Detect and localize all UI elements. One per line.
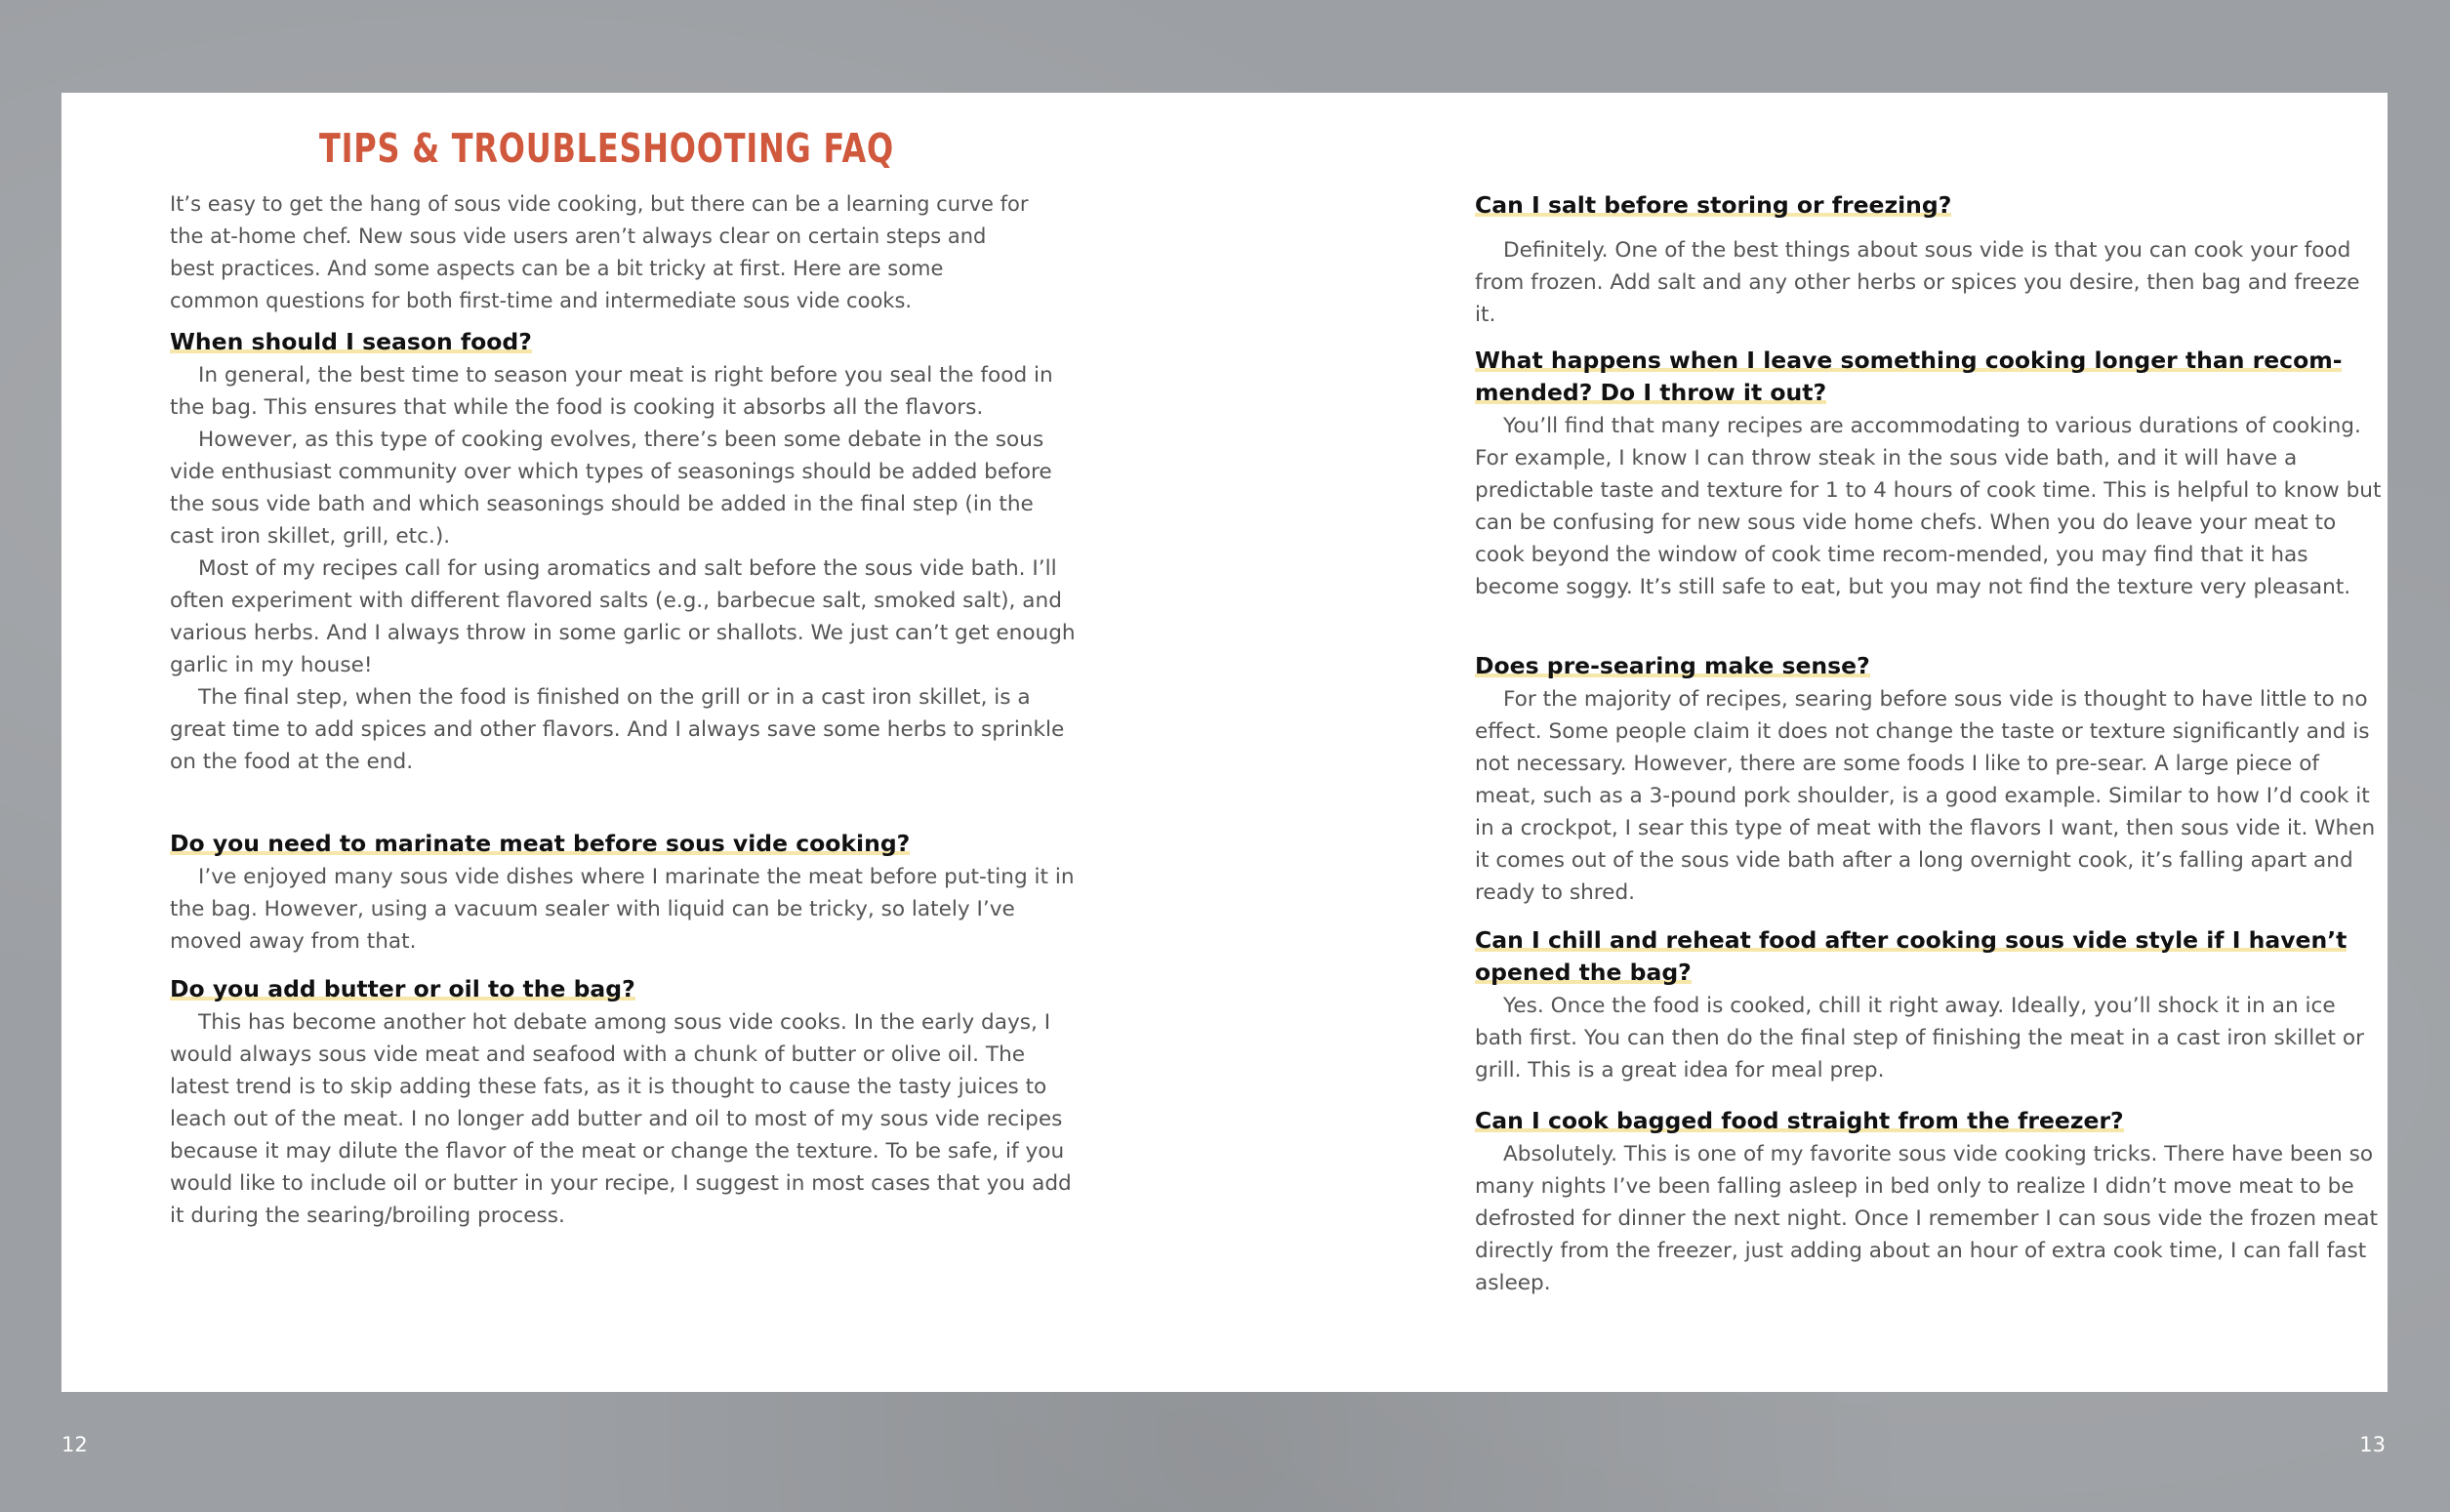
page-number-right: 13	[2359, 1433, 2386, 1456]
faq-paragraph: Absolutely. This is one of my favorite sous vide cooking tricks. There have been so many nights I’ve been falling asleep in bed only to realize I didn’t move meat to be defrosted for dinner the next night. Once I remember I can sous vide the frozen meat directly from the freezer, just adding about an hour of extra cook time, I can fall fast asleep.	[1475, 1142, 2378, 1295]
faq-paragraph: For the majority of recipes, searing before sous vide is thought to have little to no effect. Some people claim it does not change the taste or texture significantly and is not necessary. However, there are some foods I like to pre-sear. A large piece of meat, such as a 3-pound pork shoulder, is a good example. Similar to how I’d cook it in a crockpot, I sear this type of meat with the flavors I want, then sous vide it. When it comes out of the sous vide bath after a long overnight cook, it’s falling apart and ready to shred.	[1475, 687, 2376, 905]
faq-question: Does pre-searing make sense?	[1475, 652, 1870, 679]
faq-question: When should I season food?	[170, 328, 532, 355]
faq-question: Can I cook bagged food straight from the freezer?	[1475, 1107, 2124, 1134]
faq-chill-reheat	[1475, 925, 2383, 1086]
faq-paragraph: However, as this type of cooking evolves, there’s been some debate in the sous vide enthusiast community over which types of seasonings should be added before the sous vide bath and which seasonings should be added in the final step (in the cast iron skillet, grill, etc.).	[170, 428, 1052, 549]
faq-paragraph: Definitely. One of the best things about sous vide is that you can cook your food from frozen. Add salt and any other herbs or spices you desire, then bag and freeze it.	[1475, 238, 2360, 327]
faq-from-freezer	[1475, 1106, 2383, 1299]
faq-paragraph: In general, the best time to season your meat is right before you seal the food in the bag. This ensures that while the food is cooking it absorbs all the flavors.	[170, 363, 1053, 420]
faq-question: Can I salt before storing or freezing?	[1475, 191, 1952, 219]
faq-paragraph: Yes. Once the food is cooked, chill it right away. Ideally, you’ll shock it in an ice bath first. You can then do the final step of finishing the meat in a cast iron skillet or grill. This is a great idea for meal prep.	[1475, 994, 2364, 1083]
faq-marinate	[170, 829, 1078, 958]
faq-pre-searing	[1475, 651, 2383, 909]
faq-season-food	[170, 327, 1078, 778]
page-number-left: 12	[61, 1433, 88, 1456]
faq-paragraph: This has become another hot debate among sous vide cooks. In the early days, I would always sous vide meat and seafood with a chunk of butter or olive oil. The latest trend is to skip adding these fats, as it is thought to cause the tasty juices to leach out of the meat. I no longer add butter and oil to most of my sous vide recipes because it may dilute the flavor of the meat or change the texture. To be safe, if you would like to include oil or butter in your recipe, I suggest in most cases that you add it during the searing/broiling process.	[170, 1010, 1072, 1228]
faq-question: Do you add butter or oil to the bag?	[170, 975, 635, 1002]
faq-salt-storing	[1475, 190, 2383, 331]
page-title: TIPS & TROUBLESHOOTING FAQ	[319, 125, 894, 172]
intro-block	[170, 188, 1078, 317]
faq-paragraph: You’ll find that many recipes are accommodating to various durations of cooking. For example, I know I can throw steak in the sous vide bath, and it will have a predictable taste and texture for 1 to 4 hours of cook time. This is helpful to know but can be confusing for new sous vide home chefs. When you do leave your meat to cook beyond the window of cook time recom-mended, you may find that it has become soggy. It’s still safe to eat, but you may not find the texture very pleasant.	[1475, 414, 2382, 599]
faq-cooking-longer	[1475, 346, 2383, 603]
faq-butter-oil	[170, 974, 1078, 1232]
faq-paragraph: Most of my recipes call for using aromatics and salt before the sous vide bath. I’ll often experiment with different flavored salts (e.g., barbecue salt, smoked salt), and various herbs. And I always throw in some garlic or shallots. We just can’t get enough garlic in my house!	[170, 556, 1076, 677]
faq-question: What happens when I leave something cooking longer than recom-mended? Do I throw it out?	[1475, 347, 2343, 406]
intro-paragraph: It’s easy to get the hang of sous vide cooking, but there can be a learning curve for the at-home chef. New sous vide users aren’t always clear on certain steps and best practices. And some aspects can be a bit tricky at first. Here are some common questions for both first-time and intermediate sous vide cooks.	[170, 192, 1029, 312]
book-spread	[61, 93, 2388, 1392]
faq-question: Do you need to marinate meat before sous vide cooking?	[170, 830, 911, 857]
faq-paragraph: I’ve enjoyed many sous vide dishes where I marinate the meat before put-ting it in the bag. However, using a vacuum sealer with liquid can be tricky, so lately I’ve moved away from that.	[170, 865, 1075, 954]
faq-question: Can I chill and reheat food after cooking sous vide style if I haven’t opened the bag?	[1475, 926, 2348, 986]
faq-paragraph: The final step, when the food is finished on the grill or in a cast iron skillet, is a great time to add spices and other flavors. And I always save some herbs to sprinkle on the food at the end.	[170, 685, 1065, 774]
